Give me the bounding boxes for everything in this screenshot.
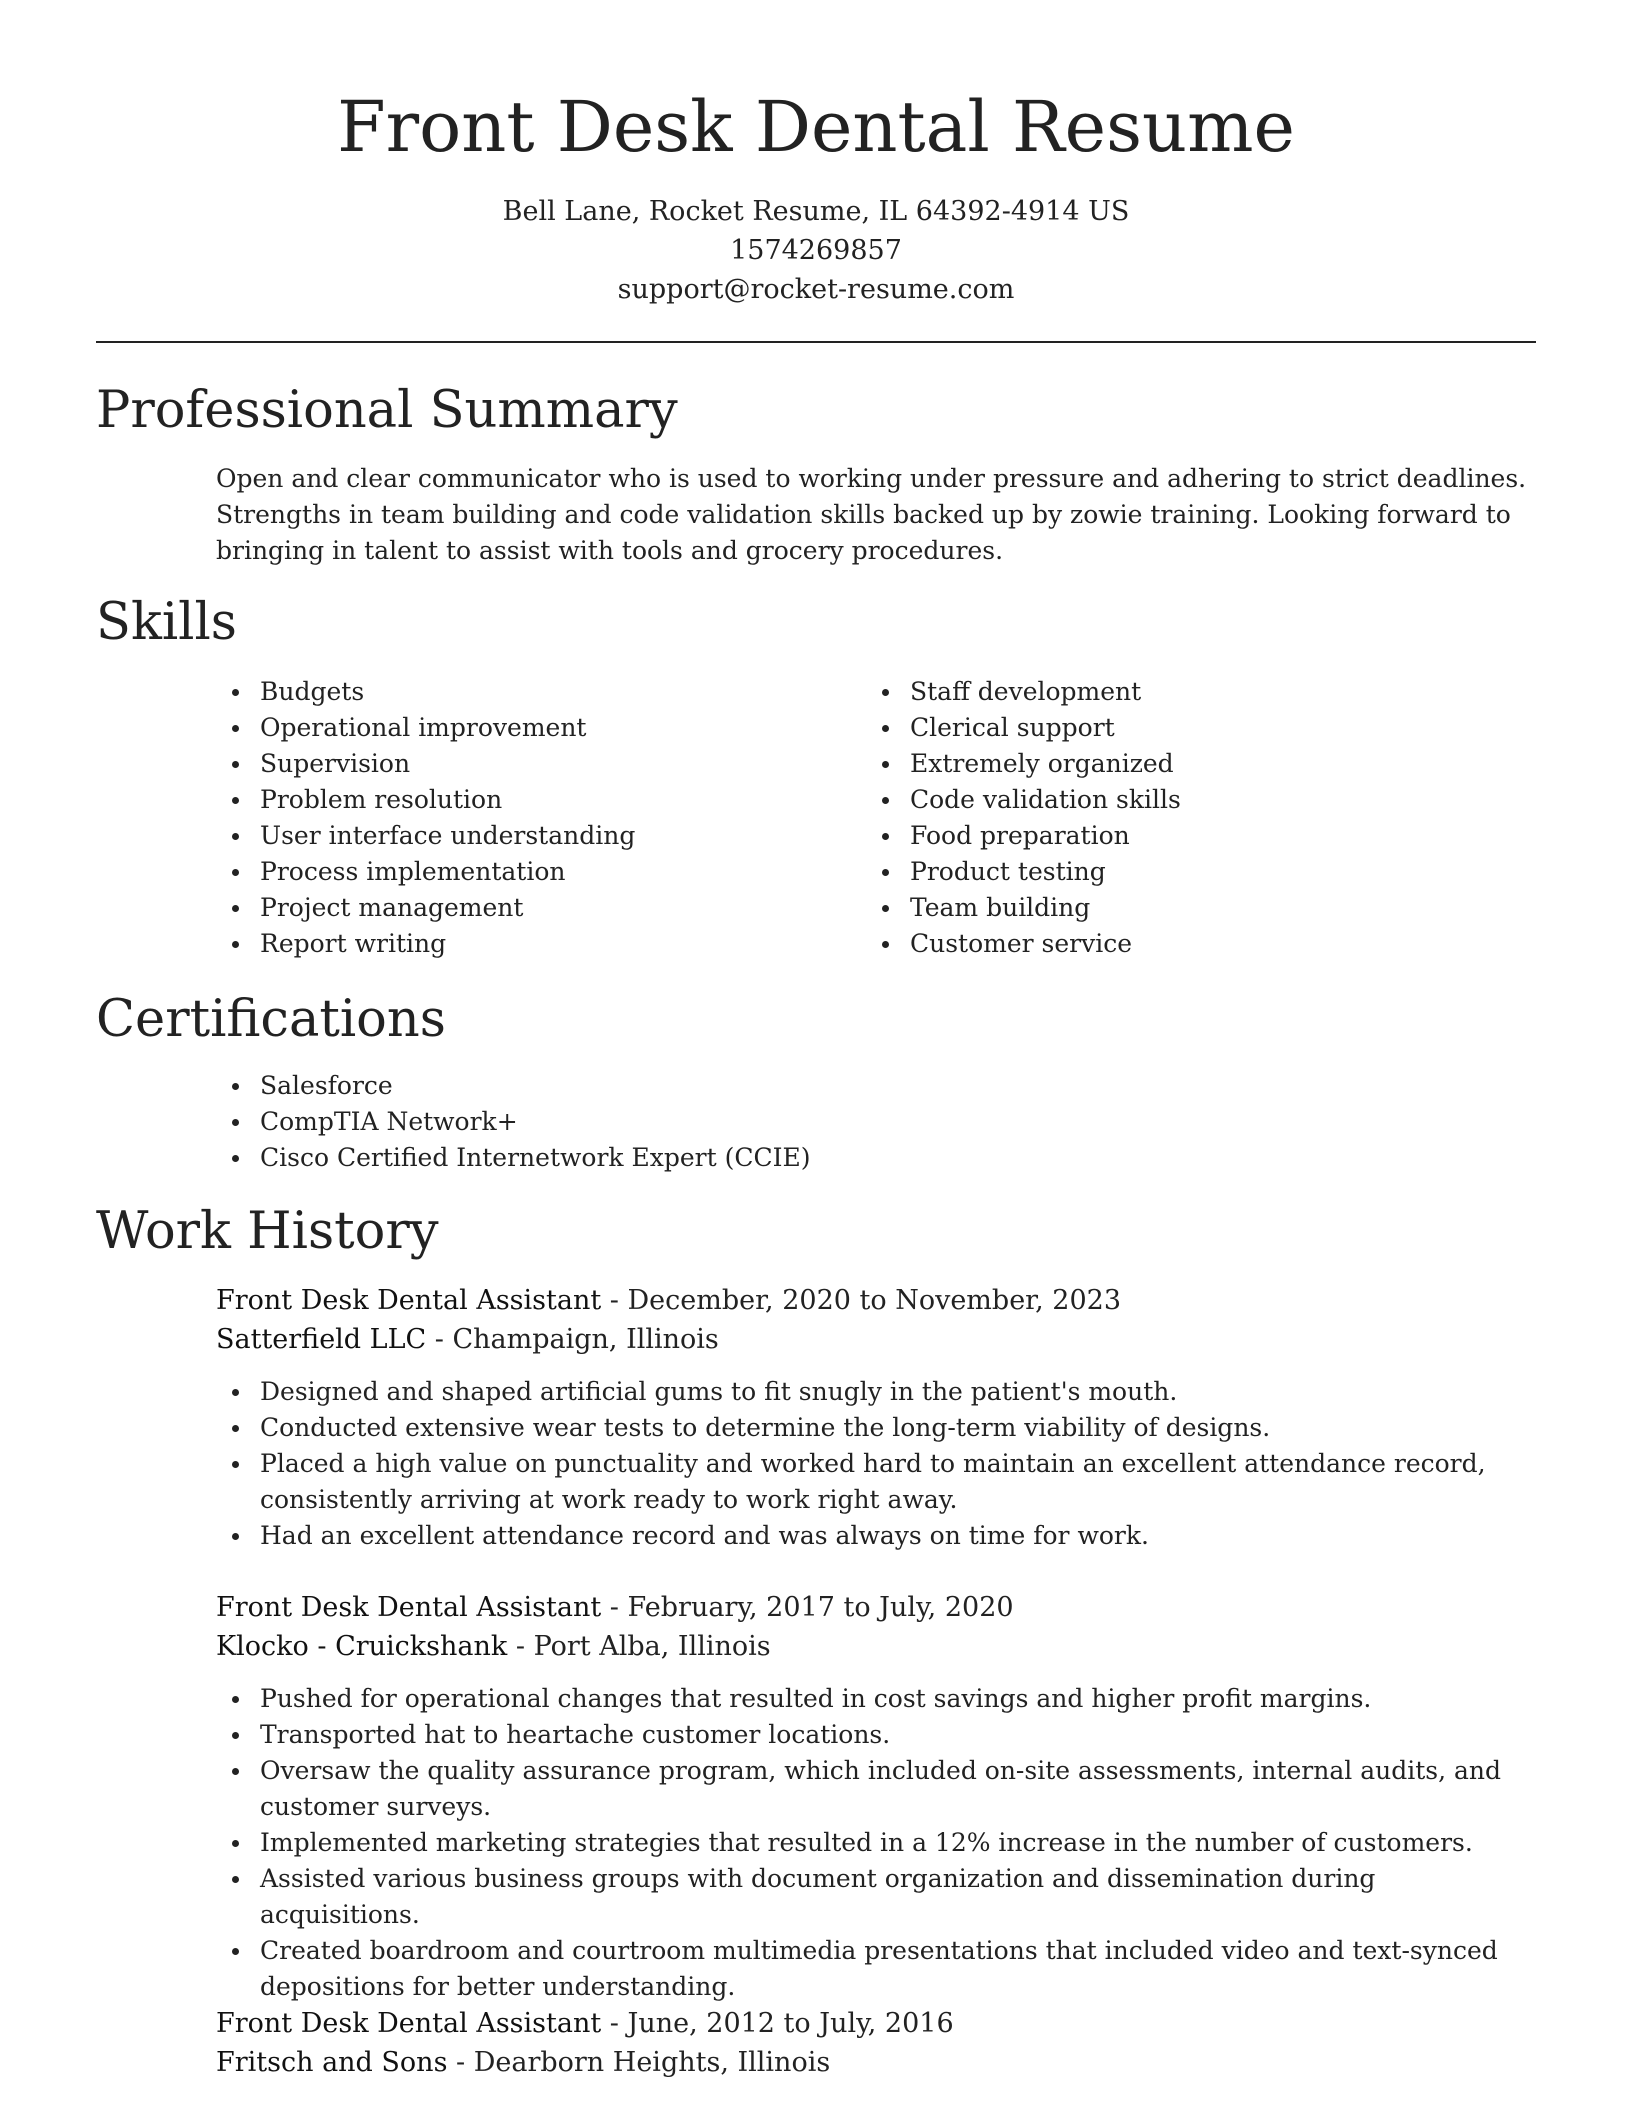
header-divider bbox=[96, 341, 1536, 343]
summary-heading: Professional Summary bbox=[96, 381, 678, 440]
address-text: Bell Lane, Rocket Resume, IL 64392-4914 US bbox=[502, 196, 1130, 227]
job-title-line bbox=[216, 2004, 954, 2043]
separator: - bbox=[601, 1592, 628, 1623]
certification-item: Cisco Certified Internetwork Expert (CCIE) bbox=[216, 1140, 1536, 1176]
job-bullets bbox=[216, 1681, 1536, 2005]
skills-list-left bbox=[216, 674, 836, 962]
separator: - bbox=[447, 2047, 474, 2078]
skill-item: User interface understanding bbox=[216, 818, 836, 854]
job-title-line bbox=[216, 1281, 1121, 1320]
work-history-heading: Work History bbox=[96, 1202, 439, 1261]
job-bullet: Designed and shaped artificial gums to fit snugly in the patient's mouth. bbox=[216, 1374, 1536, 1410]
skill-item: Process implementation bbox=[216, 854, 836, 890]
job-bullets bbox=[216, 1374, 1536, 1554]
job-bullet: Conducted extensive wear tests to determine the long-term viability of designs. bbox=[216, 1410, 1536, 1446]
skill-item: Product testing bbox=[866, 854, 1486, 890]
skill-item: Customer service bbox=[866, 926, 1486, 962]
resume-title: Front Desk Dental Resume bbox=[337, 86, 1295, 168]
skill-item: Code validation skills bbox=[866, 782, 1486, 818]
summary-text: Open and clear communicator who is used to working under pressure and adhering to strict deadlines. Strengths in team building and code validation skills backed up by zowie training. Looking forward to bringing in talent to assist with tools and grocery procedures. bbox=[216, 464, 1527, 565]
certifications-heading: Certifications bbox=[96, 990, 446, 1049]
skill-item: Food preparation bbox=[866, 818, 1486, 854]
job-company-line bbox=[216, 1320, 719, 1359]
job-company: Fritsch and Sons bbox=[216, 2047, 448, 2078]
skill-item: Problem resolution bbox=[216, 782, 836, 818]
job-title: Front Desk Dental Assistant bbox=[216, 1285, 602, 1316]
job-location: Dearborn Heights, Illinois bbox=[473, 2047, 831, 2078]
separator: - bbox=[601, 2008, 628, 2039]
skill-item: Project management bbox=[216, 890, 836, 926]
job-bullet: Created boardroom and courtroom multimedia presentations that included video and text-synced depositions for better understanding. bbox=[216, 1933, 1536, 2005]
skill-item: Extremely organized bbox=[866, 746, 1486, 782]
job-company: Klocko - Cruickshank bbox=[216, 1631, 508, 1662]
skills-list-right bbox=[866, 674, 1486, 962]
skill-item: Budgets bbox=[216, 674, 836, 710]
job-bullet: Placed a high value on punctuality and worked hard to maintain an excellent attendance record, consistently arriving at work ready to work right away. bbox=[216, 1446, 1536, 1518]
skills-heading: Skills bbox=[96, 593, 237, 652]
job-bullet: Pushed for operational changes that resulted in cost savings and higher profit margins. bbox=[216, 1681, 1536, 1717]
job-location: Champaign, Illinois bbox=[452, 1324, 719, 1355]
contact-info bbox=[96, 192, 1536, 309]
job-dates: February, 2017 to July, 2020 bbox=[627, 1592, 1014, 1623]
job-bullet: Transported hat to heartache customer locations. bbox=[216, 1717, 1536, 1753]
job-company-line bbox=[216, 1627, 771, 1666]
skill-item: Team building bbox=[866, 890, 1486, 926]
certification-item: CompTIA Network+ bbox=[216, 1104, 1536, 1140]
separator: - bbox=[426, 1324, 453, 1355]
skill-item: Report writing bbox=[216, 926, 836, 962]
job-title-line bbox=[216, 1588, 1014, 1627]
skill-item: Staff development bbox=[866, 674, 1486, 710]
job-location: Port Alba, Illinois bbox=[533, 1631, 771, 1662]
job-title: Front Desk Dental Assistant bbox=[216, 2008, 602, 2039]
job-bullet: Oversaw the quality assurance program, which included on-site assessments, internal audits, and customer surveys. bbox=[216, 1753, 1536, 1825]
phone-text: 1574269857 bbox=[730, 235, 902, 266]
separator: - bbox=[507, 1631, 534, 1662]
job-title: Front Desk Dental Assistant bbox=[216, 1592, 602, 1623]
job-dates: June, 2012 to July, 2016 bbox=[627, 2008, 954, 2039]
email-text: support@rocket-resume.com bbox=[617, 274, 1015, 305]
job-company-line bbox=[216, 2043, 830, 2082]
certification-item: Salesforce bbox=[216, 1068, 1536, 1104]
job-dates: December, 2020 to November, 2023 bbox=[627, 1285, 1121, 1316]
job-bullet: Implemented marketing strategies that resulted in a 12% increase in the number of customers. bbox=[216, 1825, 1536, 1861]
job-bullet: Assisted various business groups with document organization and dissemination during acquisitions. bbox=[216, 1861, 1536, 1933]
certifications-list bbox=[216, 1068, 1536, 1176]
skill-item: Supervision bbox=[216, 746, 836, 782]
skill-item: Clerical support bbox=[866, 710, 1486, 746]
separator: - bbox=[601, 1285, 628, 1316]
job-company: Satterfield LLC bbox=[216, 1324, 427, 1355]
job-bullet: Had an excellent attendance record and was always on time for work. bbox=[216, 1518, 1536, 1554]
skill-item: Operational improvement bbox=[216, 710, 836, 746]
